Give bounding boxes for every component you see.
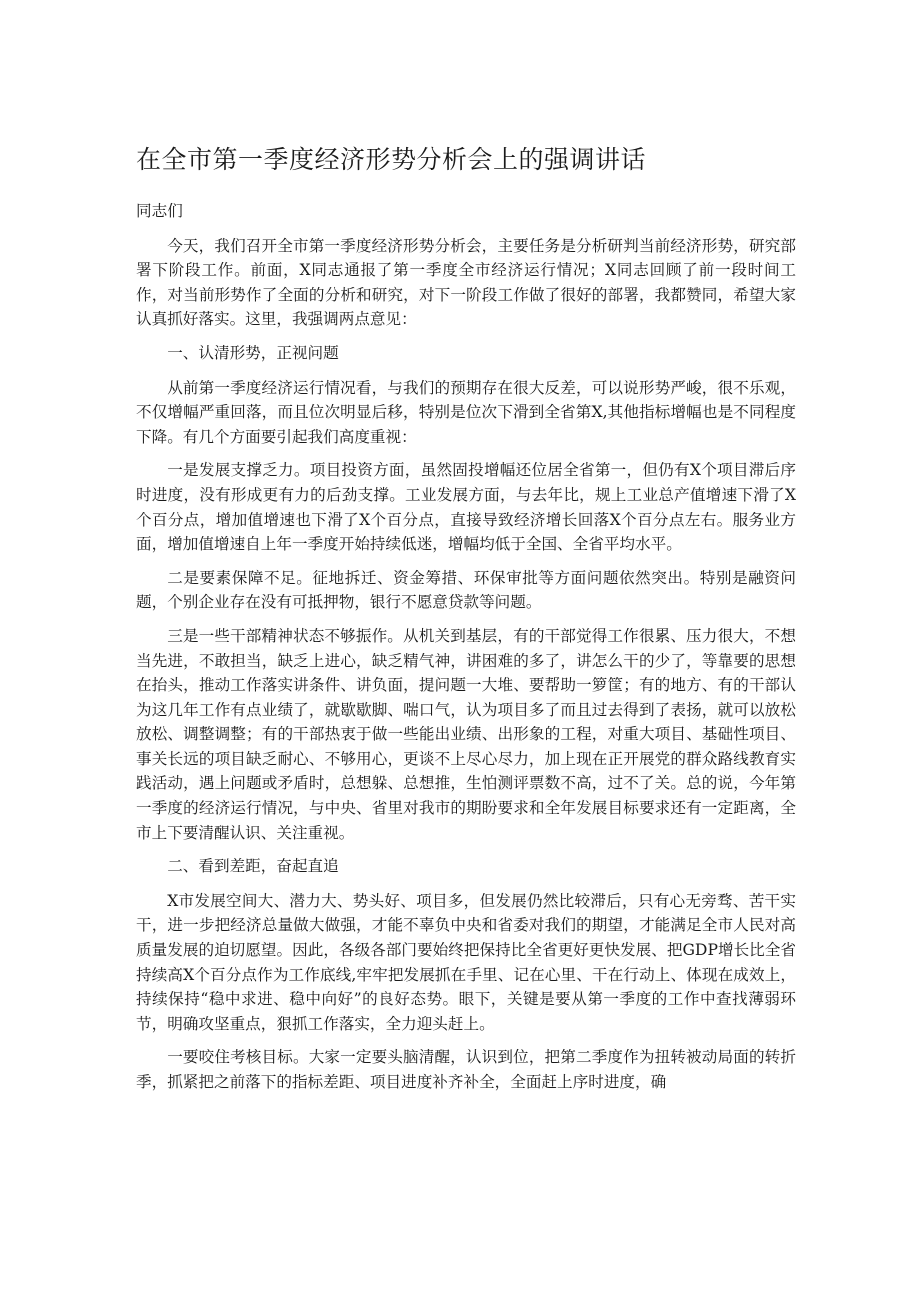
document-body — [136, 199, 796, 1104]
section-heading-2: 二、看到差距，奋起直追 — [167, 857, 339, 876]
section-heading-1: 一、认清形势，正视问题 — [167, 343, 339, 362]
paragraph-intro: 今天，我们召开全市第一季度经济形势分析会，主要任务是分析研判当前经济形势，研究部署下阶段工作。前面，X同志通报了第一季度全市经济运行情况；X同志回顾了前一段时间工作，对当前形势作了全面的分析和研究，对下一阶段工作做了很好的部署，我都赞同，希望大家认真抓好落实。这里，我强调两点意见： — [136, 236, 796, 329]
document-title: 在全市第一季度经济形势分析会上的强调讲话 — [136, 145, 647, 174]
paragraph-targets: 一要咬住考核目标。大家一定要头脑清醒，认识到位，把第二季度作为扭转被动局面的转折季，抓紧把之前落下的指标差距、项目进度补齐补全，全面赶上序时进度，确 — [136, 1048, 796, 1091]
paragraph-development: X市发展空间大、潜力大、势头好、项目多，但发展仍然比较滞后，只有心无旁骛、苦干实干，进一步把经济总量做大做强，才能不辜负中央和省委对我们的期望，才能满足全市人民对高质量发展的迫切愿望。因此，各级各部门要始终把保持比全省更好更快发展、把GDP增长比全省持续高X个百分点作为工作底线,牢牢把发展抓在手里、记在心里、干在行动上、体现在成效上，持续保持“稳中求进、稳中向好”的良好态势。眼下，关键是要从第一季度的工作中查找薄弱环节，明确攻坚重点，狠抓工作落实，全力迎头赶上。 — [136, 891, 796, 1033]
paragraph-point-1: 一是发展支撑乏力。项目投资方面，虽然固投增幅还位居全省第一，但仍有X个项目滞后序时进度，没有形成更有力的后劲支撑。工业发展方面，与去年比，规上工业总产值增速下滑了X个百分点，增加值增速也下滑了X个百分点，直接导致经济增长回落X个百分点左右。服务业方面，增加值增速自上年一季度开始持续低迷，增幅均低于全国、全省平均水平。 — [136, 461, 796, 554]
paragraph-point-2: 二是要素保障不足。征地拆迁、资金筹措、环保审批等方面问题依然突出。特别是融资问题，个别企业存在没有可抵押物，银行不愿意贷款等问题。 — [136, 568, 796, 612]
paragraph-situation: 从前第一季度经济运行情况看，与我们的预期存在很大反差，可以说形势严峻，很不乐观，不仅增幅严重回落，而且位次明显后移，特别是位次下滑到全省第X,其他指标增幅也是不同程度下降。有几个方面要引起我们高度重视： — [136, 378, 796, 446]
paragraph-point-3: 三是一些干部精神状态不够振作。从机关到基层，有的干部觉得工作很累、压力很大，不想当先进，不敢担当，缺乏上进心，缺乏精气神，讲困难的多了，讲怎么干的少了，等靠要的思想在抬头，推动工作落实讲条件、讲负面，提问题一大堆、要帮助一箩筐；有的地方、有的干部认为这几年工作有点业绩了，就歇歇脚、喘口气，认为项目多了而且过去得到了表扬，就可以放松放松、调整调整；有的干部热衷于做一些能出业绩、出形象的工程，对重大项目、基础性项目、事关长远的项目缺乏耐心、不够用心，更谈不上尽心尽力，加上现在正开展党的群众路线教育实践活动，遇上问题或矛盾时，总想躲、总想推，生怕测评票数不高，过不了关。总的说，今年第一季度的经济运行情况，与中央、省里对我市的期盼要求和全年发展目标要求还有一定距离，全市上下要清醒认识、关注重视。 — [136, 626, 796, 842]
salutation: 同志们 — [136, 202, 183, 220]
